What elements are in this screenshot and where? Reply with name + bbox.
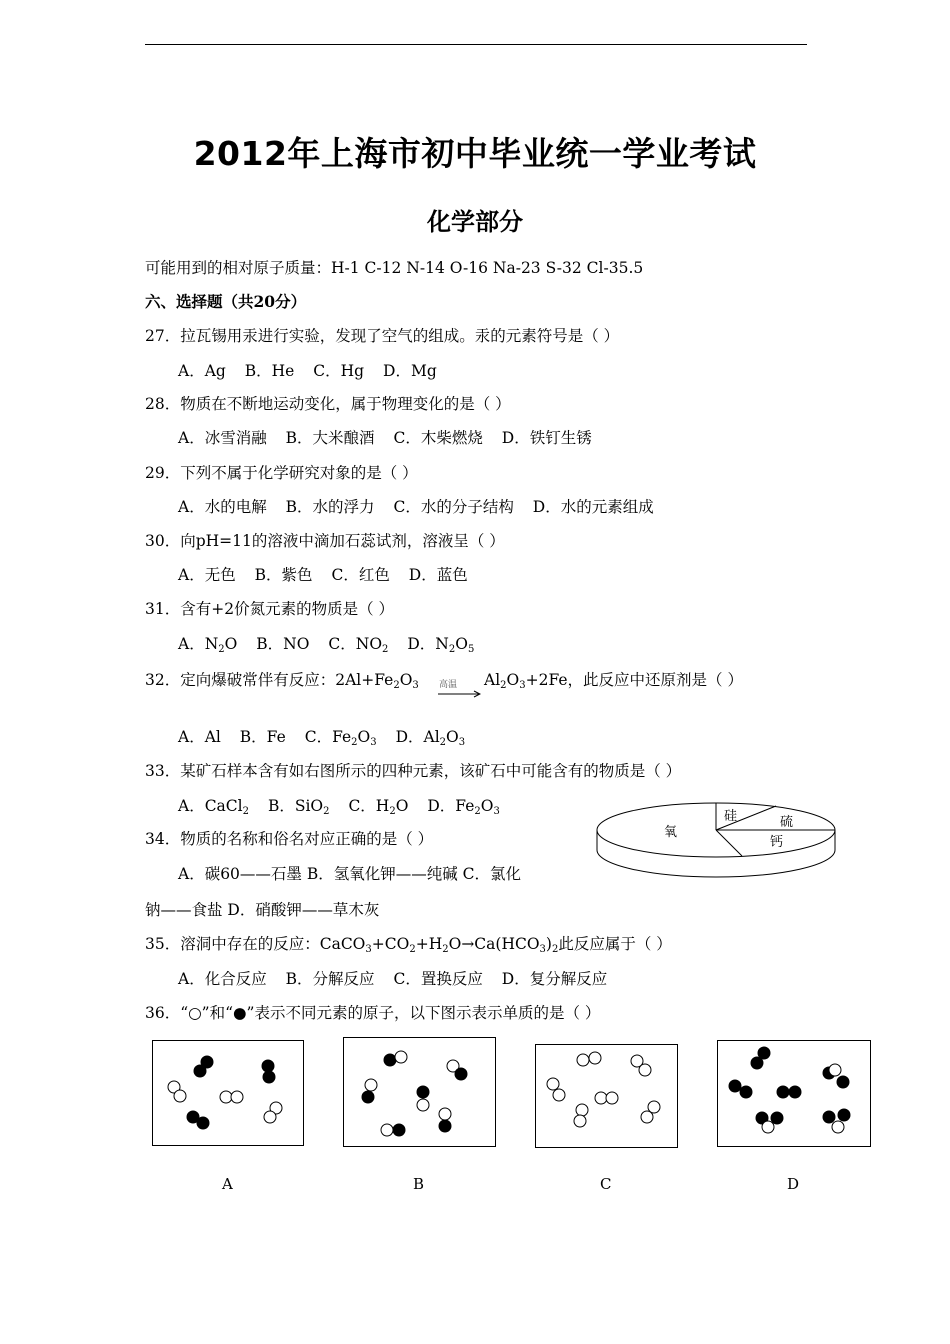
q28-options xyxy=(178,428,606,448)
q27-option-b: B．He xyxy=(244,362,295,380)
box-label-a: A xyxy=(222,1175,233,1193)
q32-stem-right: $Al_2O_3+2Fe$，此反应中还原剂是（ ） xyxy=(484,671,743,691)
exam-subtitle: 化学部分 xyxy=(427,208,523,236)
q29-option-a: A．水的电解 xyxy=(178,498,267,516)
molecule-box-d xyxy=(717,1040,871,1147)
q30-stem: 30．向pH=11的溶液中滴加石蕊试剂，溶液呈（ ） xyxy=(145,532,505,550)
box-label-c: C xyxy=(600,1175,612,1193)
q30-options xyxy=(178,565,482,585)
q33-stem: 33．某矿石样本含有如右图所示的四种元素，该矿石中可能含有的物质是（ ） xyxy=(145,762,682,780)
q29-stem: 29．下列不属于化学研究对象的是（ ） xyxy=(145,464,418,482)
q31-option-b: B．NO xyxy=(256,635,310,653)
q31-stem: 31．含有+2价氮元素的物质是（ ） xyxy=(145,600,395,618)
q32-stem-left: 32．定向爆破常伴有反应：$2Al+Fe_2O_3$ xyxy=(145,671,419,691)
q32-option-a: A．Al xyxy=(178,728,221,746)
q35-options xyxy=(178,969,621,989)
q35-option-c: C．置换反应 xyxy=(393,970,483,988)
q31-option-a: A．$N_2O$ xyxy=(178,635,238,655)
q33-option-a: A．CaCl$_2$ xyxy=(178,797,249,817)
q33-option-c: C．$H_2O$ xyxy=(348,797,409,817)
q31-option-d: D．$N_2O_5$ xyxy=(407,635,475,655)
atomic-masses: 可能用到的相对原子质量：H-1 C-12 N-14 O-16 Na-23 S-32 Cl-35.5 xyxy=(145,259,644,277)
q28-option-a: A．冰雪消融 xyxy=(178,429,267,447)
q27-option-c: C．Hg xyxy=(313,362,365,380)
pie-label-silicon: 硅 xyxy=(724,809,738,824)
q31-options xyxy=(178,634,488,654)
section-heading: 六、选择题（共20分） xyxy=(145,292,307,311)
q34-options-line2: 钠——食盐 D．硝酸钾——草木灰 xyxy=(145,901,380,919)
reaction-condition: 高温 xyxy=(439,680,458,690)
q34-options-line1: A．碳60——石墨 B．氢氧化钾——纯碱 C．氯化 xyxy=(178,865,522,883)
q35-option-b: B．分解反应 xyxy=(285,970,375,988)
q30-option-c: C．红色 xyxy=(331,566,390,584)
q29-option-b: B．水的浮力 xyxy=(285,498,375,516)
q31-option-c: C．$NO_2$ xyxy=(328,635,389,655)
element-pie-figure xyxy=(594,800,839,899)
q28-option-d: D．铁钉生锈 xyxy=(501,429,592,447)
q28-option-b: B．大米酿酒 xyxy=(285,429,375,447)
q27-option-a: A．Ag xyxy=(178,362,226,380)
q30-option-d: D．蓝色 xyxy=(408,566,468,584)
q33-options xyxy=(178,796,514,816)
q34-stem: 34．物质的名称和俗名对应正确的是（ ） xyxy=(145,830,434,848)
q33-option-d: D．$Fe_2O_3$ xyxy=(427,797,500,817)
pie-label-calcium: 钙 xyxy=(770,835,784,850)
q29-option-d: D．水的元素组成 xyxy=(532,498,654,516)
q30-option-a: A．无色 xyxy=(178,566,236,584)
q32-options xyxy=(178,727,479,747)
q35-stem: 35．溶洞中存在的反应：$CaCO_3+CO_2+H_2O\to Ca(HCO_3)_2$此反应属于（ ） xyxy=(145,935,672,955)
q28-stem: 28．物质在不断地运动变化，属于物理变化的是（ ） xyxy=(145,395,511,413)
q33-option-b: B．SiO$_2$ xyxy=(267,797,330,817)
q35-option-a: A．化合反应 xyxy=(178,970,267,988)
molecule-box-a xyxy=(152,1040,304,1146)
q35-option-d: D．复分解反应 xyxy=(501,970,608,988)
q28-option-c: C．木柴燃烧 xyxy=(393,429,483,447)
q27-option-d: D．Mg xyxy=(383,362,437,380)
q36-stem: 36．“○”和“●”表示不同元素的原子，以下图示表示单质的是（ ） xyxy=(145,1004,601,1022)
pie-label-oxygen: 氧 xyxy=(664,825,678,840)
q32-option-d: D．$Al_2O_3$ xyxy=(395,728,466,748)
q29-option-c: C．水的分子结构 xyxy=(393,498,514,516)
q32-option-b: B．Fe xyxy=(239,728,286,746)
q30-option-b: B．紫色 xyxy=(254,566,313,584)
box-label-d: D xyxy=(787,1175,800,1193)
box-label-b: B xyxy=(413,1175,425,1193)
reaction-arrow xyxy=(437,677,481,699)
exam-title: 2012年上海市初中毕业统一学业考试 xyxy=(193,134,757,173)
q27-options xyxy=(178,361,451,381)
q32-option-c: C．$Fe_2O_3$ xyxy=(304,728,377,748)
q29-options xyxy=(178,497,668,517)
molecule-box-b xyxy=(343,1037,496,1147)
header-rule xyxy=(145,44,807,45)
q27-stem: 27．拉瓦锡用汞进行实验，发现了空气的组成。汞的元素符号是（ ） xyxy=(145,327,620,345)
pie-label-sulfur: 硫 xyxy=(780,815,794,830)
molecule-box-c xyxy=(535,1044,678,1148)
